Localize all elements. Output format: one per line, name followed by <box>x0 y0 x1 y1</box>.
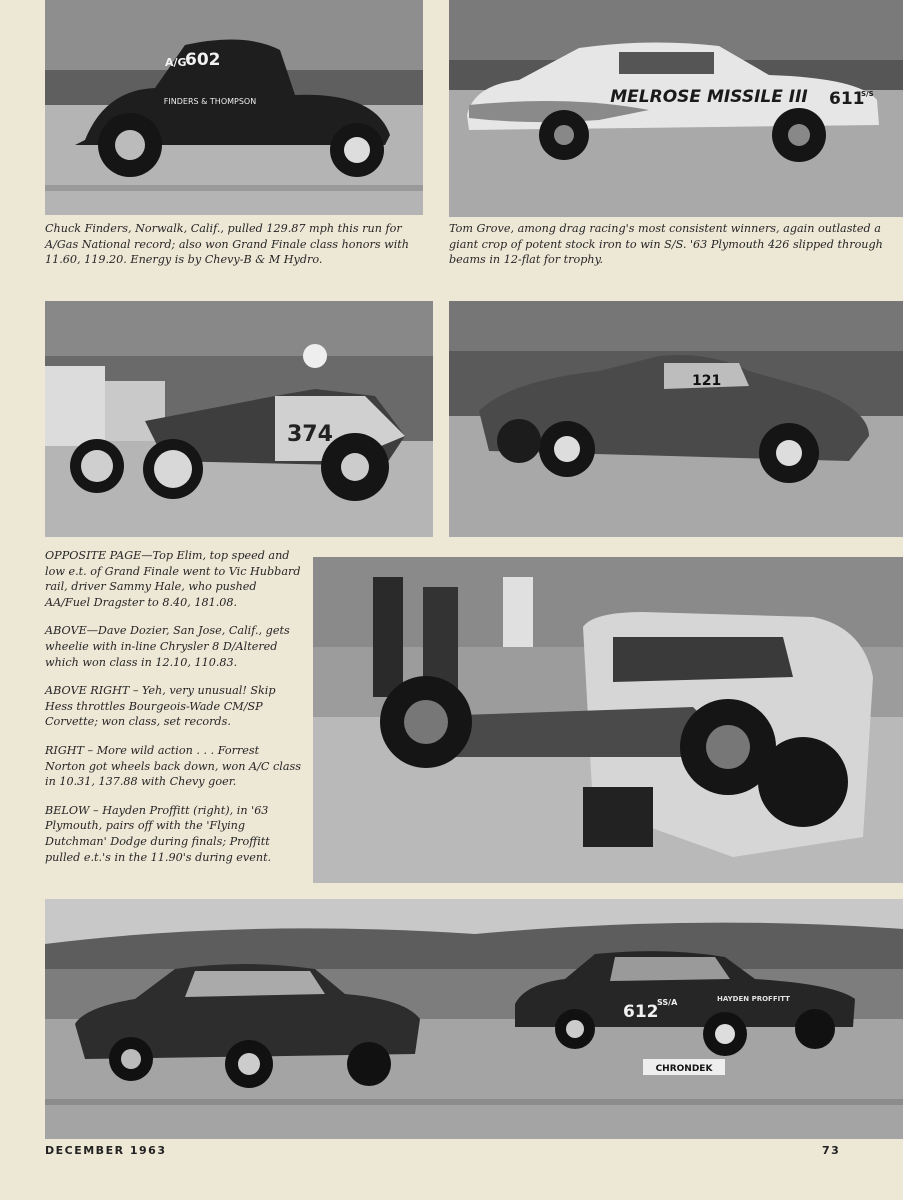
caption-right-norton: RIGHT – More wild action . . . Forrest Norton got wheels back down, won A/C class in 10.31, 137.88 with Chevy goer. <box>45 743 301 789</box>
proffitt-car-class: SS/A <box>657 998 678 1007</box>
photo-norton-wheelstand <box>313 557 903 883</box>
chrondek-timer-sign: CHRONDEK <box>655 1064 713 1074</box>
hess-car-number: 121 <box>692 373 722 389</box>
caption-finders: Chuck Finders, Norwalk, Calif., pulled 129.87 mph this run for A/Gas National record; also won Grand Finale class honors with 11.60, 119.20. Energy is by Chevy-B & M Hydro. <box>45 222 409 267</box>
photo-proffitt-vs-dodge <box>45 899 903 1139</box>
grove-car-number: 611 <box>829 89 865 109</box>
caption-above-dozier: ABOVE—Dave Dozier, San Jose, Calif., gets wheelie with in-line Chrysler 8 D/Altered which won class in 12.10, 110.83. <box>45 624 290 669</box>
grove-car-class: S/S <box>861 90 874 98</box>
proffitt-car-number: 612 <box>623 1002 659 1022</box>
proffitt-car-lettering: HAYDEN PROFFITT <box>717 995 790 1003</box>
finders-car-number: 602 <box>185 50 221 70</box>
finders-car-class: A/G <box>165 56 187 69</box>
caption-opposite-page: OPPOSITE PAGE—Top Elim, top speed and low e.t. of Grand Finale went to Vic Hubbard rail, driver Sammy Hale, who pushed AA/Fuel Dragster to 8.40, 181.08. <box>45 549 301 609</box>
footer-date: DECEMBER 1963 <box>45 1144 167 1157</box>
page-number: 73 <box>822 1144 841 1157</box>
caption-grove: Tom Grove, among drag racing's most consistent winners, again outlasted a giant crop of potent stock iron to win S/S. '63 Plymouth 426 slipped through beams in 12-flat for trophy. <box>449 222 883 267</box>
caption-above-right-hess: ABOVE RIGHT – Yeh, very unusual! Skip Hess throttles Bourgeois-Wade CM/SP Corvette; won class, set records. <box>45 684 276 729</box>
photo-grove-melrose-missile <box>449 0 903 217</box>
grove-car-lettering: MELROSE MISSILE III <box>610 87 808 107</box>
photo-dozier-altered-wheelie <box>45 301 433 537</box>
photo-hess-corvette <box>449 301 903 537</box>
side-captions <box>45 548 301 878</box>
photo-finders-gas-coupe <box>45 0 423 215</box>
dozier-car-number: 374 <box>287 422 333 447</box>
finders-car-lettering: FINDERS & THOMPSON <box>163 97 257 106</box>
caption-below-proffitt: BELOW – Hayden Proffitt (right), in '63 Plymouth, pairs off with the 'Flying Dutchman' Dodge during finals; Proffitt pulled e.t.'s in the 11.90's during event. <box>45 803 272 864</box>
